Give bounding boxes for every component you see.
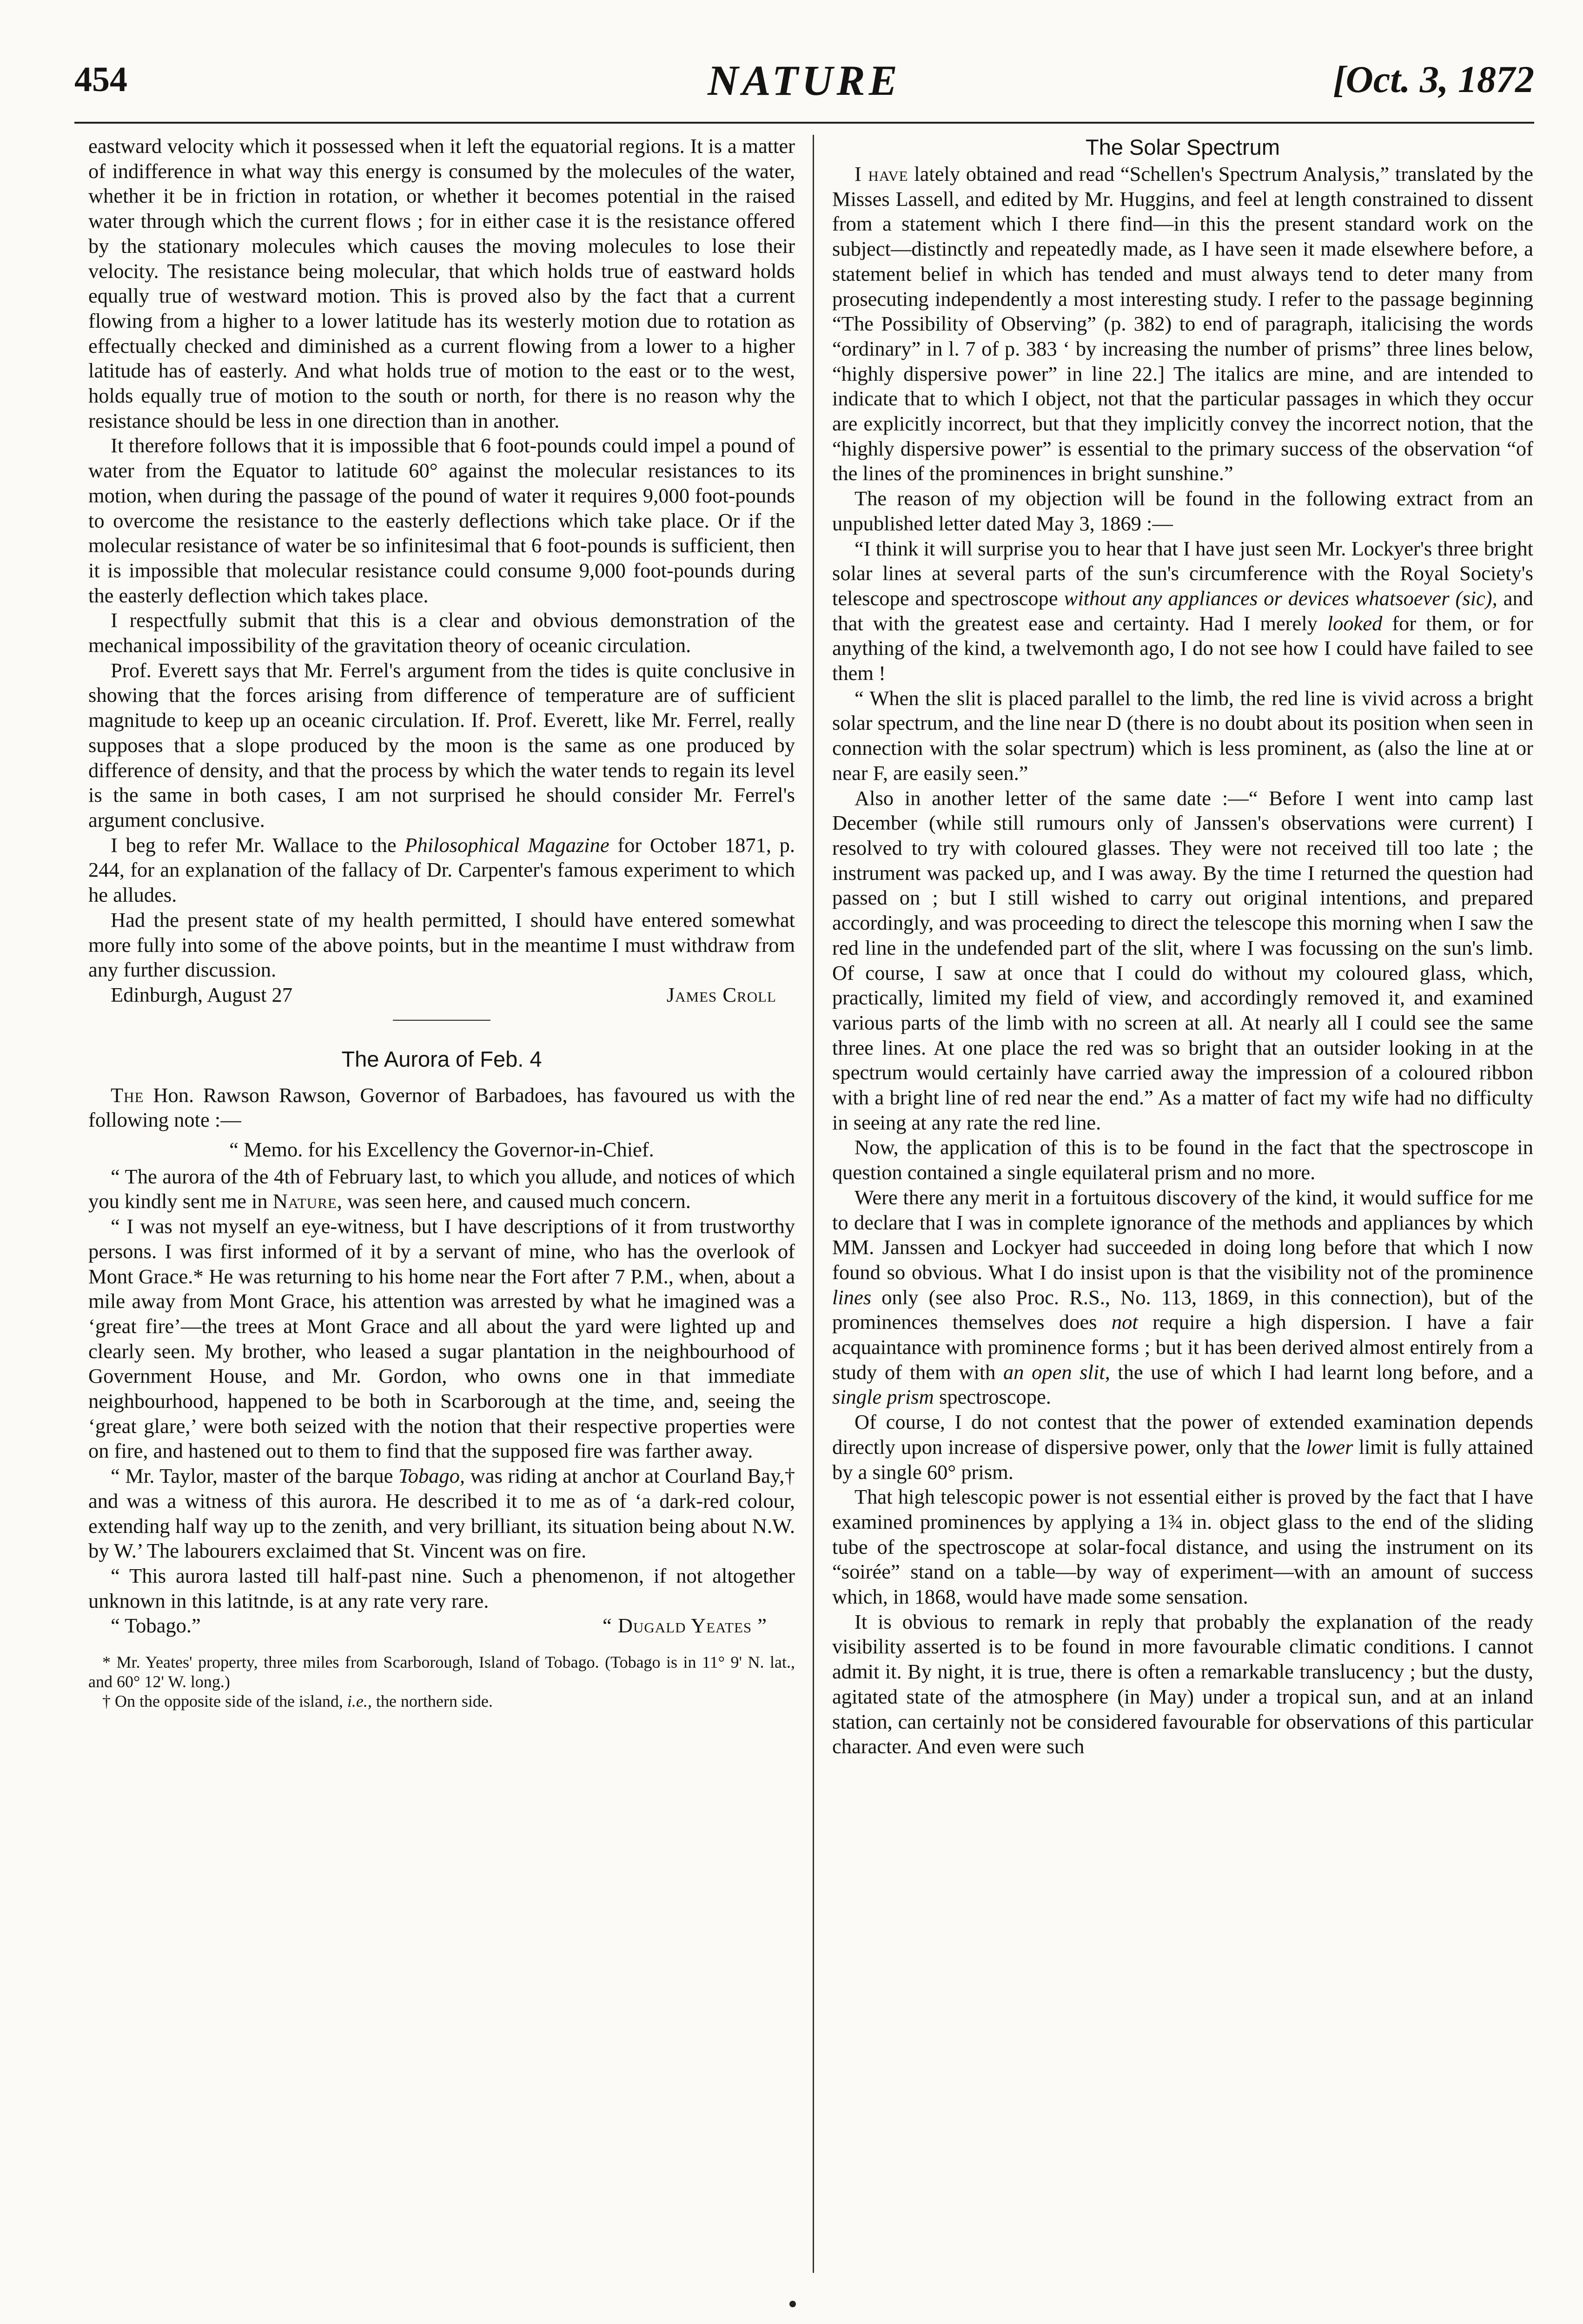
paragraph	[832, 536, 1533, 686]
paragraph	[88, 1464, 795, 1564]
small-caps-run: The	[111, 1083, 144, 1107]
paragraph: eastward velocity which it possessed when it left the equatorial regions. It is a matter of indifference in what way this energy is consumed by the molecules of the water, whether it be in friction in rotation, or whether it becomes potential in the raised water through which the current flows ; for in either case it is the resistance offered by the stationary molecules which causes the moving molecules to lose their velocity. The resistance being molecular, that which holds true of eastward holds equally true of westward motion. This is proved also by the fact that a current flowing from a higher to a lower latitude has its westerly motion due to rotation as effectually checked and diminished as a current flowing from a lower to a higher latitude has of easterly. And what holds true of motion to the east or to the west, holds equally true of motion to the south or north, for there is no reason why the resistance should be less in one direction than in another.	[88, 134, 795, 432]
text-run: “ The aurora of the 4th of February last, to which you allude, and notices of which you kindly sent me in	[88, 1164, 795, 1213]
text-run: was riding at anchor at Courland Bay,† and was a witness of this aurora. He described it to me as of ‘a dark-red colour, extending half way up to the zenith, and very brilliant, its situation being about N.W. by W.’ The labourers exclaimed that St. Vincent was on fire.	[88, 1464, 795, 1563]
footnote	[88, 1691, 795, 1711]
italic-run: Philosophical Magazine	[404, 833, 609, 857]
paragraph: Prof. Everett says that Mr. Ferrel's argument from the tides is quite conclusive in showing that the forces arising from difference of temperature are of sufficient magnitude to keep up an oceanic circulation. If. Prof. Everett, like Mr. Ferrel, really supposes that a slope produced by the moon is the same as one produced by difference of density, and that the process by which the water tends to regain its level is the same in both cases, I am not surprised he should consider Mr. Ferrel's argument conclusive.	[88, 658, 795, 832]
paragraph: It is obvious to remark in reply that probably the explanation of the ready visibility asserted is to be found in more favourable climatic conditions. I cannot admit it. By night, it is true, there is often a remarkable translucency ; but the dusty, agitated state of the atmosphere (in May) under a tropical sun, and at an inland station, can certainly not be considered favourable for observations of this particular character. And even were such	[832, 1610, 1533, 1758]
text-run: for them, or for anything of the kind, a twelvemonth ago, I do not see how I could have failed to see them !	[832, 611, 1533, 685]
text-run: lately obtained and read “Schellen's Spectrum Analysis,” translated by the Misses Lassell, and edited by Mr. Huggins, and feel at length constrained to dissent from a statement which I there find—in this the present standard work on the subject—distinctly and repeatedly made, as I have seen it made elsewhere before, a statement belief in which has tended and must always tend to deter many from prosecuting independently a most interesting study. I refer to the passage beginning “The Possibility of Observing” (p. 382) to end of paragraph, italicising the words “ordinary” in l. 7 of p. 383 ‘ by increasing the number of prisms” three lines below, “highly dispersive power” in line 22.] The italics are mine, and are intended to indicate that to which I object, not that the particular passages in which they occur are explicitly incorrect, but that they implicitly convey the incorrect notion, that the “highly dispersive power” is essential to the primary success of the observation “of the lines of the prominences in bright sunshine.”	[832, 162, 1534, 485]
signature-line	[88, 983, 795, 1008]
text-run: I beg to refer Mr. Wallace to the	[111, 833, 397, 857]
signature-name: “ Dugald Yeates ”	[603, 1614, 767, 1637]
paragraph	[832, 1410, 1533, 1485]
italic-run: single prism	[832, 1385, 934, 1409]
text-run: Hon. Rawson Rawson, Governor of Barbadoes, has favoured us with the following note :—	[88, 1083, 795, 1132]
text-run: limit is fully attained by a single 60° prism.	[832, 1435, 1533, 1484]
text-run: the northern side.	[376, 1692, 493, 1711]
paragraph: “ When the slit is placed parallel to the limb, the red line is vivid across a bright solar spectrum, and the line near D (there is no doubt about its position when seen in connection with the solar spectrum) which is less prominent, as (also the line at or near F, are easily seen.”	[832, 686, 1533, 785]
text-run: for October 1871, p. 244, for an explanation of the fallacy of Dr. Carpenter's famous experiment to which he alludes.	[88, 833, 795, 907]
column-divider	[813, 135, 814, 2273]
right-column	[832, 134, 1533, 1759]
text-run: only (see also Proc. R.S., No. 113, 1869, in this connection), but of the prominences themselves does	[832, 1285, 1533, 1334]
text-run: the use of which I had learnt long before, and a	[1118, 1360, 1533, 1384]
issue-date: [Oct. 3, 1872	[1333, 58, 1534, 100]
paragraph: “ This aurora lasted till half-past nine. Such a phenomenon, if not altogether unknown in this latitnde, is at any rate very rare.	[88, 1564, 795, 1612]
text-run: , was seen here, and caused much concern.	[337, 1189, 691, 1213]
text-run: spectroscope.	[939, 1385, 1051, 1409]
italic-run: without any appliances or devices whatsoever (sic),	[1064, 586, 1497, 610]
text-run: Of course, I do not contest that the power of extended examination depends directly upon increase of dispersive power, only that the	[832, 1410, 1533, 1459]
signature-name: James Croll	[666, 983, 776, 1006]
paragraph: I respectfully submit that this is a clear and obvious demonstration of the mechanical impossibility of the gravitation theory of oceanic circulation.	[88, 608, 795, 657]
text-run: “ Mr. Taylor, master of the barque	[111, 1464, 393, 1488]
italic-run: i.e.,	[347, 1692, 372, 1711]
header-rule	[74, 122, 1534, 124]
small-caps-run: Nature	[272, 1189, 337, 1213]
text-run: † On the opposite side of the island,	[102, 1692, 343, 1711]
text-run: Were there any merit in a fortuitous discovery of the kind, it would suffice for me to declare that I was in complete ignorance of the methods and appliances by which MM. Janssen and Lockyer had succeeded in doing long before that which I now found so obvious. What I do insist upon is that the visibility not of the prominence	[832, 1185, 1533, 1284]
signature-place: “ Tobago.”	[111, 1614, 201, 1637]
page-mark	[789, 2301, 796, 2307]
paragraph: It therefore follows that it is impossible that 6 foot-pounds could impel a pound of water from the Equator to latitude 60° against the molecular resistances to its motion, when during the passage of the pound of water it requires 9,000 foot-pounds to overcome the resistance to the easterly deflections which take place. Or if the molecular resistance of water be so infinitesimal that 6 foot-pounds is sufficient, then it is impossible that molecular resistance could consume 9,000 foot-pounds during the easterly deflection which takes place.	[88, 434, 795, 607]
page-header	[74, 56, 1534, 107]
paragraph: “ I was not myself an eye-witness, but I have descriptions of it from trustworthy persons. I was first informed of it by a servant of mine, who has the overlook of Mont Grace.* He was returning to his home near the Fort after 7 P.M., when, about a mile away from Mont Grace, his attention was arrested by what he imagined was a ‘great fire’—the trees at Mont Grace and all about the yard were lighted up and clearly seen. My brother, who leased a sugar plantation in the neighbourhood of Government House, and Mr. Gordon, who owns one in that immediate neighbourhood, happened to be both in Scarborough at the time, and, seeing the ‘great glare,’ were both seized with the notion that their respective properties were on fire, and hastened out to them to find that the supposed fire was farther away.	[88, 1215, 795, 1463]
paragraph	[88, 1083, 795, 1133]
signature-line	[88, 1613, 795, 1638]
paragraph	[832, 1185, 1533, 1410]
paragraph: Now, the application of this is to be found in the fact that the spectroscope in question contained a single equilateral prism and no more.	[832, 1136, 1533, 1184]
section-rule	[393, 1020, 490, 1021]
italic-run: an open slit,	[1003, 1360, 1110, 1384]
italic-run: not	[1111, 1310, 1138, 1334]
signature-place: Edinburgh, August 27	[111, 983, 293, 1006]
footnote: * Mr. Yeates' property, three miles from Scarborough, Island of Tobago. (Tobago is in 11° 9' N. lat., and 60° 12' W. long.)	[88, 1653, 795, 1691]
text-run: and that with the greatest ease and certainty. Had I merely	[832, 586, 1533, 635]
footnotes	[88, 1652, 795, 1711]
article-heading-solar: The Solar Spectrum	[1086, 135, 1280, 159]
page-number: 454	[74, 60, 127, 99]
paragraph	[88, 833, 795, 908]
journal-title: NATURE	[707, 57, 901, 104]
text-run: require a high dispersion. I have a fair acquaintance with prominence forms ; but it has been derived almost entirely from a study of them with	[832, 1310, 1534, 1384]
italic-run: Tobago,	[398, 1464, 465, 1488]
left-column	[88, 134, 795, 1711]
italic-run: lower	[1306, 1435, 1353, 1459]
paragraph: Also in another letter of the same date :—“ Before I went into camp last December (while still rumours only of Janssen's observations were current) I resolved to try with coloured glasses. They were not received till too late ; the instrument was packed up, and I was away. By the time I returned the question had passed on ; but I still wished to carry out original intentions, and prepared accordingly, and was proceeding to direct the telescope this morning when I saw the red line in the undefended part of the slit, where I was focussing on the sun's limb. Of course, I saw at once that I could do without my coloured glass, which, practically, limited my field of view, and accordingly removed it, and examined various parts of the limb with no screen at all. At nearly all I could see the same three lines. At one place the red was so bright that an outsider looking in at the spectrum would certainly have carried away the impression of a coloured ribbon with a bright line of red near the end.” As a matter of fact my wife had no difficulty in seeing at any rate the red line.	[832, 786, 1533, 1134]
article-heading-aurora: The Aurora of Feb. 4	[341, 1046, 542, 1071]
paragraph: The reason of my objection will be found in the following extract from an unpublished letter dated May 3, 1869 :—	[832, 487, 1533, 535]
paragraph: That high telescopic power is not essential either is proved by the fact that I have examined prominences by applying a 1¾ in. object glass to the end of the sliding tube of the spectroscope at solar-focal distance, and using the instrument on its “soirée” stand on a table—by way of experiment—with an amount of success which, in 1868, would have made some sensation.	[832, 1485, 1533, 1609]
memo-heading: “ Memo. for his Excellency the Governor-in-Chief.	[229, 1138, 654, 1162]
paragraph	[88, 1164, 795, 1214]
text-run: “I think it will surprise you to hear that I have just seen Mr. Lockyer's three bright solar lines at several parts of the sun's circumference with the Royal Society's telescope and spectroscope	[832, 536, 1533, 610]
paragraph	[832, 162, 1533, 486]
small-caps-run: I have	[854, 162, 908, 185]
italic-run: lines	[832, 1285, 872, 1309]
italic-run: looked	[1327, 611, 1383, 635]
paragraph: Had the present state of my health permitted, I should have entered somewhat more fully into some of the above points, but in the meantime I must withdraw from any further discussion.	[88, 908, 795, 982]
